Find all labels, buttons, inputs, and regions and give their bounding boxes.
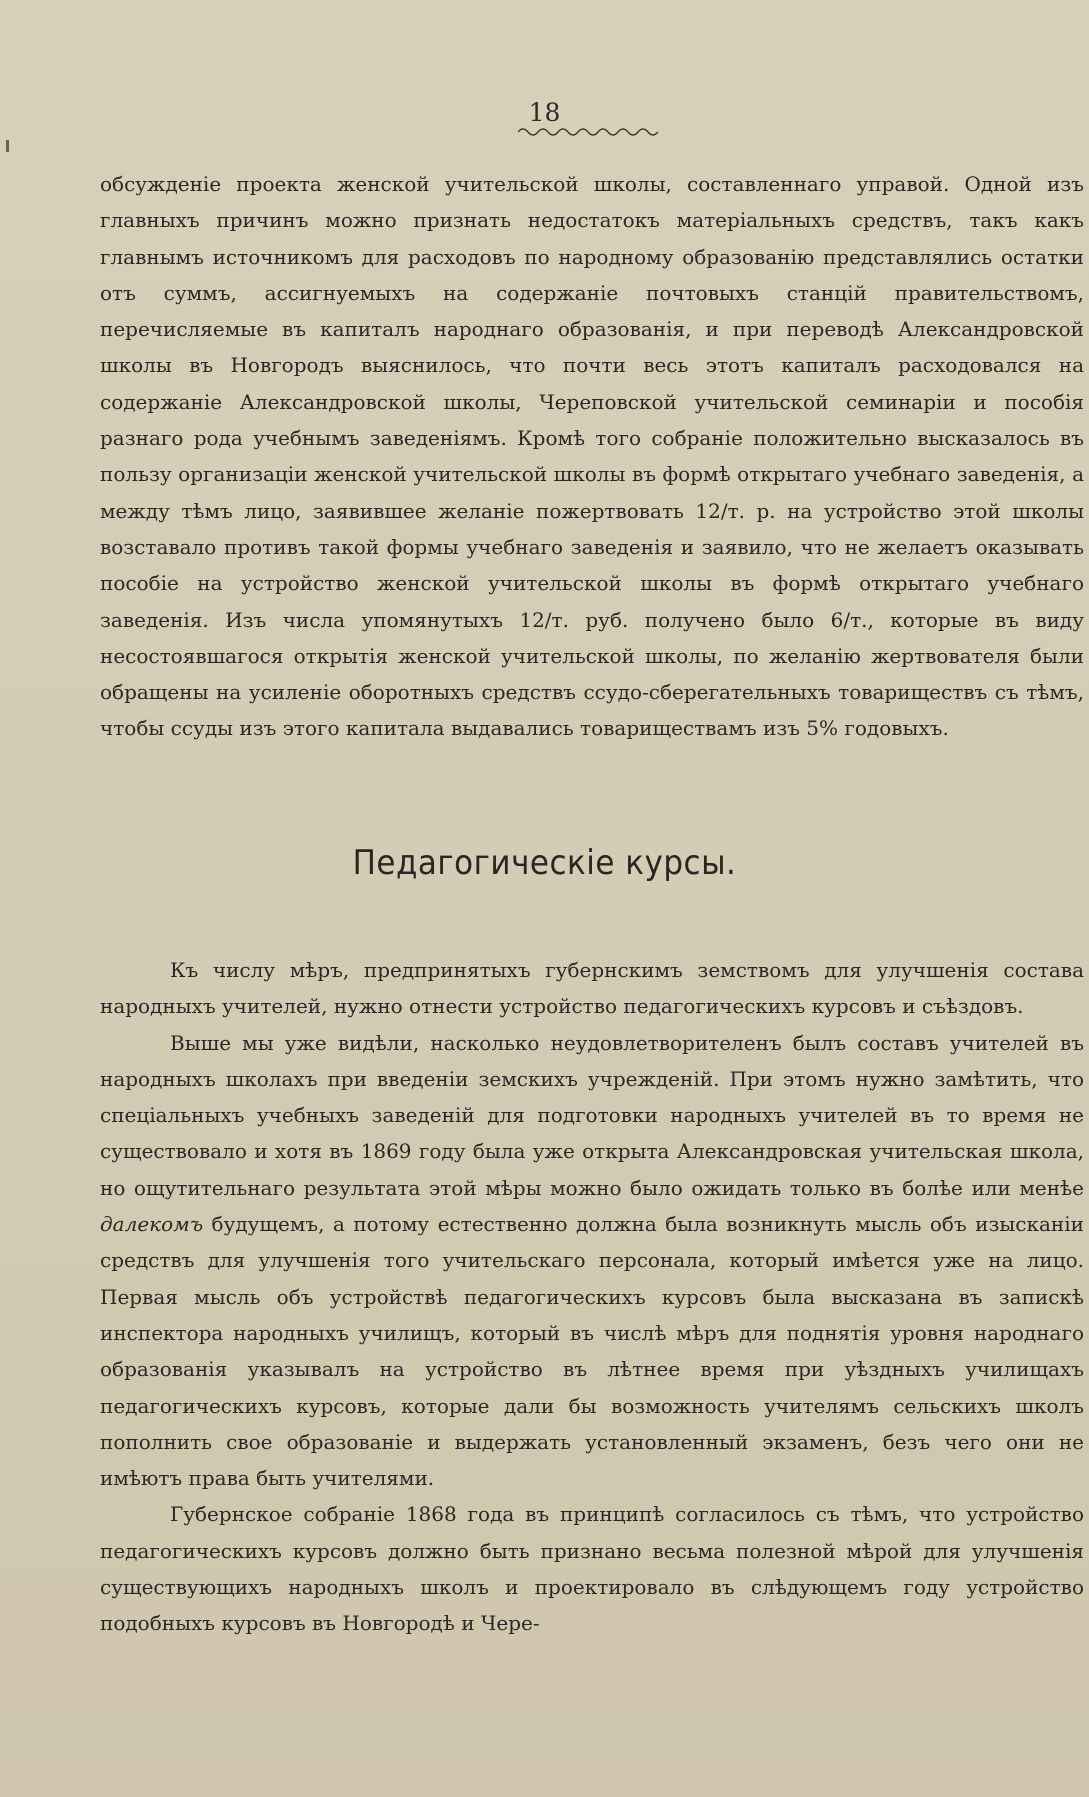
paragraph-3 bbox=[100, 1025, 1084, 1497]
paragraph-3-text-a: Выше мы уже видѣли, насколько неудовлетворителенъ былъ составъ учителей въ народныхъ школахъ при введеніи земскихъ учрежденій. При этомъ нужно замѣтить, что спеціальныхъ учебныхъ заведеній для подготовки народныхъ учителей въ то время не существовало и хотя въ 1869 году была уже открыта Александровская учительская школа, но ощутительнаго результата этой мѣры можно было ожидать только въ болѣе или менѣе bbox=[100, 1030, 1084, 1200]
paragraph-2: Къ числу мѣръ, предпринятыхъ губернскимъ земствомъ для улучшенія состава народныхъ учителей, нужно отнести устройство педагогическихъ курсовъ и съѣздовъ. bbox=[100, 958, 1084, 1019]
body-text-top bbox=[100, 166, 1084, 747]
wavy-ornament bbox=[518, 126, 658, 138]
margin-mark bbox=[6, 140, 9, 152]
section-title: Педагогическіе курсы. bbox=[352, 843, 737, 883]
body-text-bottom bbox=[100, 952, 1084, 1642]
paragraph-1: обсужденіе проекта женской учительской школы, составленнаго управой. Одной изъ главныхъ причинъ можно признать недостатокъ матеріальныхъ средствъ, такъ какъ главнымъ источникомъ для расходовъ по народному образованію представлялись остатки отъ суммъ, ассигнуемыхъ на содержаніе почтовыхъ станцій правительствомъ, перечисляемые въ капиталъ народнаго образованія, и при переводѣ Александровской школы въ Новгородъ выяснилось, что почти весь этотъ капиталъ расходовался на содержаніе Александровской школы, Череповской учительской семинаріи и пособія разнаго рода учебнымъ заведеніямъ. Кромѣ того собраніе положительно высказалось въ пользу организаціи женской учительской школы въ формѣ открытаго учебнаго заведенія, а между тѣмъ лицо, заявившее желаніе пожертвовать 12/т. р. на устройство этой школы возставало противъ такой формы учебнаго заведенія и заявило, что не желаетъ оказывать пособіе на устройство женской учительской школы въ формѣ открытаго учебнаго заведенія. Изъ числа упомянутыхъ 12/т. руб. получено было 6/т., которые въ виду несостоявшагося открытія женской учительской школы, по желанію жертвователя были обращены на усиленіе оборотныхъ средствъ ссудо-сберегательныхъ товариществъ съ тѣмъ, чтобы ссуды изъ этого капитала выдавались товариществамъ изъ 5% годовыхъ. bbox=[100, 172, 1084, 741]
paragraph-3-text-b: будущемъ, а потому естественно должна была возникнуть мысль объ изысканіи средствъ для улучшенія того учительскаго персонала, который имѣется уже на лицо. Первая мысль объ устройствѣ педагогическихъ курсовъ была высказана въ запискѣ инспектора народныхъ училищъ, который въ числѣ мѣръ для поднятія уровня народнаго образованія указывалъ на устройство въ лѣтнее время при уѣздныхъ училищахъ педагогическихъ курсовъ, которые дали бы возможность учителямъ сельскихъ школъ пополнить свое образованіе и выдержать установленный экзаменъ, безъ чего они не имѣютъ права быть учителями. bbox=[100, 1212, 1084, 1491]
paragraph-3-emphasis: далекомъ bbox=[100, 1212, 204, 1237]
paragraph-4: Губернское собраніе 1868 года въ принципѣ согласилось съ тѣмъ, что устройство педагогическихъ курсовъ должно быть признано весьма полезной мѣрой для улучшенія существующихъ народныхъ школъ и проектировало въ слѣдующемъ году устройство подобныхъ курсовъ въ Новгородѣ и Чере- bbox=[100, 1502, 1084, 1636]
page-number: 18 bbox=[528, 98, 561, 127]
